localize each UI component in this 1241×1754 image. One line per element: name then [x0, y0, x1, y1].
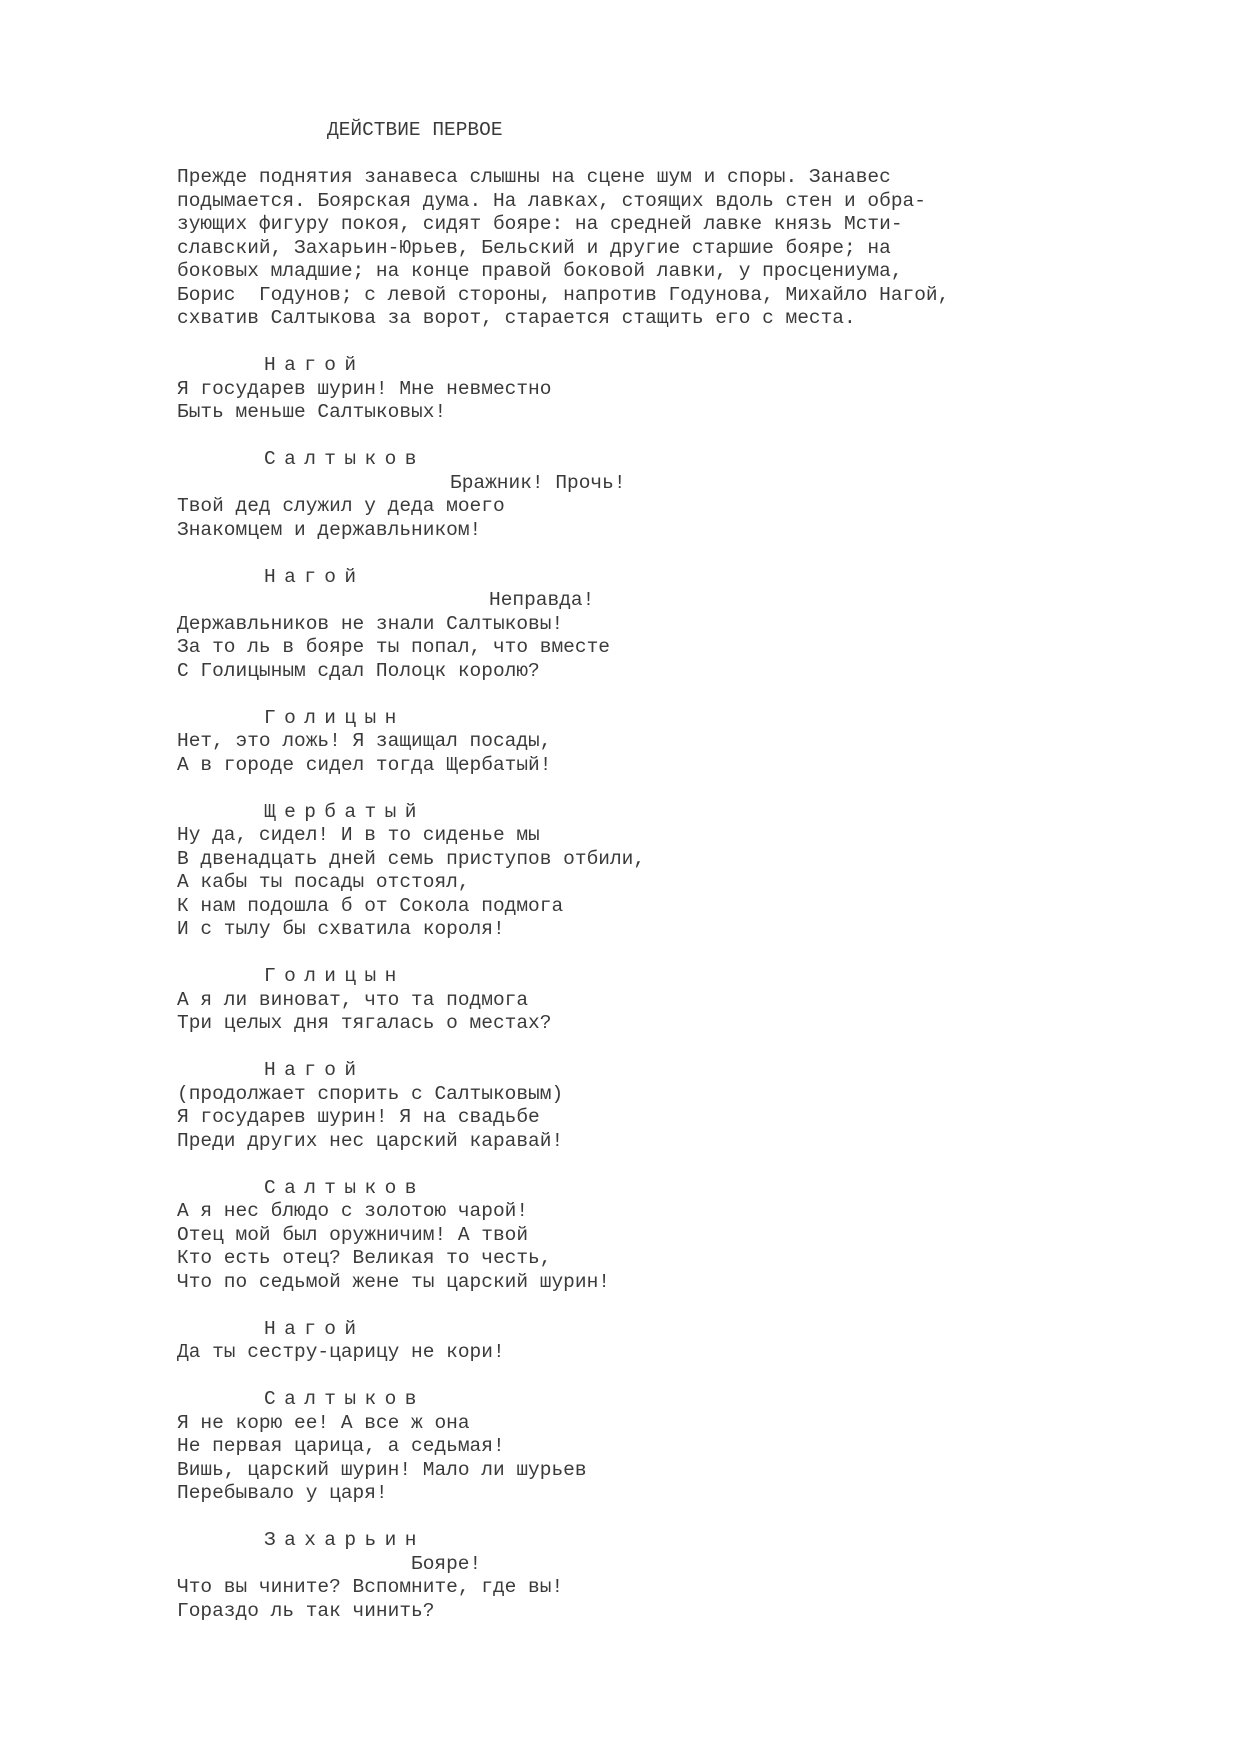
dialogue-line: Быть меньше Салтыковых! — [177, 401, 447, 423]
dialogue-line: Вишь, царский шурин! Мало ли шурьев — [177, 1459, 587, 1481]
dialogue-line: Ну да, сидел! И в то сиденье мы — [177, 824, 540, 846]
stage-direction-line: Прежде поднятия занавеса слышны на сцене шум и споры. Занавес — [177, 166, 891, 188]
dialogue-line: (продолжает спорить с Салтыковым) — [177, 1083, 564, 1105]
dialogue-line: Я государев шурин! Мне невместно — [177, 378, 552, 400]
dialogue-continuation: Неправда! — [489, 589, 595, 611]
dialogue-line: Гораздо ль так чинить? — [177, 1600, 435, 1622]
speaker-name: Нагой — [264, 1059, 365, 1081]
dialogue-line: Я не корю ее! А все ж она — [177, 1412, 470, 1434]
dialogue-line: Твой дед служил у деда моего — [177, 495, 505, 517]
dialogue-line: И с тылу бы схватила короля! — [177, 918, 505, 940]
dialogue-line: Что по седьмой жене ты царский шурин! — [177, 1271, 610, 1293]
stage-direction-line: зующих фигуру покоя, сидят бояре: на средней лавке князь Мсти- — [177, 213, 903, 235]
dialogue-line: Перебывало у царя! — [177, 1482, 388, 1504]
dialogue-line: Да ты сестру-царицу не кори! — [177, 1341, 505, 1363]
dialogue-continuation: Бражник! Прочь! — [450, 472, 626, 494]
speaker-name: Салтыков — [264, 448, 425, 470]
dialogue-line: А я ли виноват, что та подмога — [177, 989, 529, 1011]
dialogue-line: Отец мой был оружничим! А твой — [177, 1224, 529, 1246]
speaker-name: Салтыков — [264, 1388, 425, 1410]
speaker-name: Голицын — [264, 965, 405, 987]
stage-direction-line: схватив Салтыкова за ворот, старается стащить его с места. — [177, 307, 856, 329]
dialogue-line: А кабы ты посады отстоял, — [177, 871, 470, 893]
dialogue-line: Нет, это ложь! Я защищал посады, — [177, 730, 552, 752]
speaker-name: Голицын — [264, 707, 405, 729]
dialogue-line: Кто есть отец? Великая то честь, — [177, 1247, 552, 1269]
dialogue-line: Что вы чините? Вспомните, где вы! — [177, 1576, 564, 1598]
stage-direction-line: Борис Годунов; с левой стороны, напротив Годунова, Михайло Нагой, — [177, 284, 950, 306]
dialogue-line: Три целых дня тягалась о местах? — [177, 1012, 552, 1034]
stage-direction-line: славский, Захарьин-Юрьев, Бельский и другие старшие бояре; на — [177, 237, 891, 259]
stage-direction-line: подымается. Боярская дума. На лавках, стоящих вдоль стен и обра- — [177, 190, 926, 212]
dialogue-line: Преди других нес царский каравай! — [177, 1130, 564, 1152]
dialogue-line: В двенадцать дней семь приступов отбили, — [177, 848, 646, 870]
speaker-name: Нагой — [264, 354, 365, 376]
dialogue-line: К нам подошла б от Сокола подмога — [177, 895, 564, 917]
dialogue-line: Я государев шурин! Я на свадьбе — [177, 1106, 540, 1128]
speaker-name: Щербатый — [264, 801, 425, 823]
speaker-name: Нагой — [264, 1318, 365, 1340]
act-title: ДЕЙСТВИЕ ПЕРВОЕ — [327, 119, 503, 141]
dialogue-line: А в городе сидел тогда Щербатый! — [177, 754, 552, 776]
dialogue-line: С Голицыным сдал Полоцк королю? — [177, 660, 540, 682]
speaker-name: Нагой — [264, 566, 365, 588]
dialogue-line: Державльников не знали Салтыковы! — [177, 613, 564, 635]
dialogue-continuation: Бояре! — [411, 1553, 482, 1575]
speaker-name: Захарьин — [264, 1529, 425, 1551]
dialogue-line: А я нес блюдо с золотою чарой! — [177, 1200, 529, 1222]
speaker-name: Салтыков — [264, 1177, 425, 1199]
dialogue-line: Знакомцем и державльником! — [177, 519, 482, 541]
dialogue-line: Не первая царица, а седьмая! — [177, 1435, 505, 1457]
stage-direction-line: боковых младшие; на конце правой боковой лавки, у просцениума, — [177, 260, 903, 282]
dialogue-line: За то ль в бояре ты попал, что вместе — [177, 636, 610, 658]
